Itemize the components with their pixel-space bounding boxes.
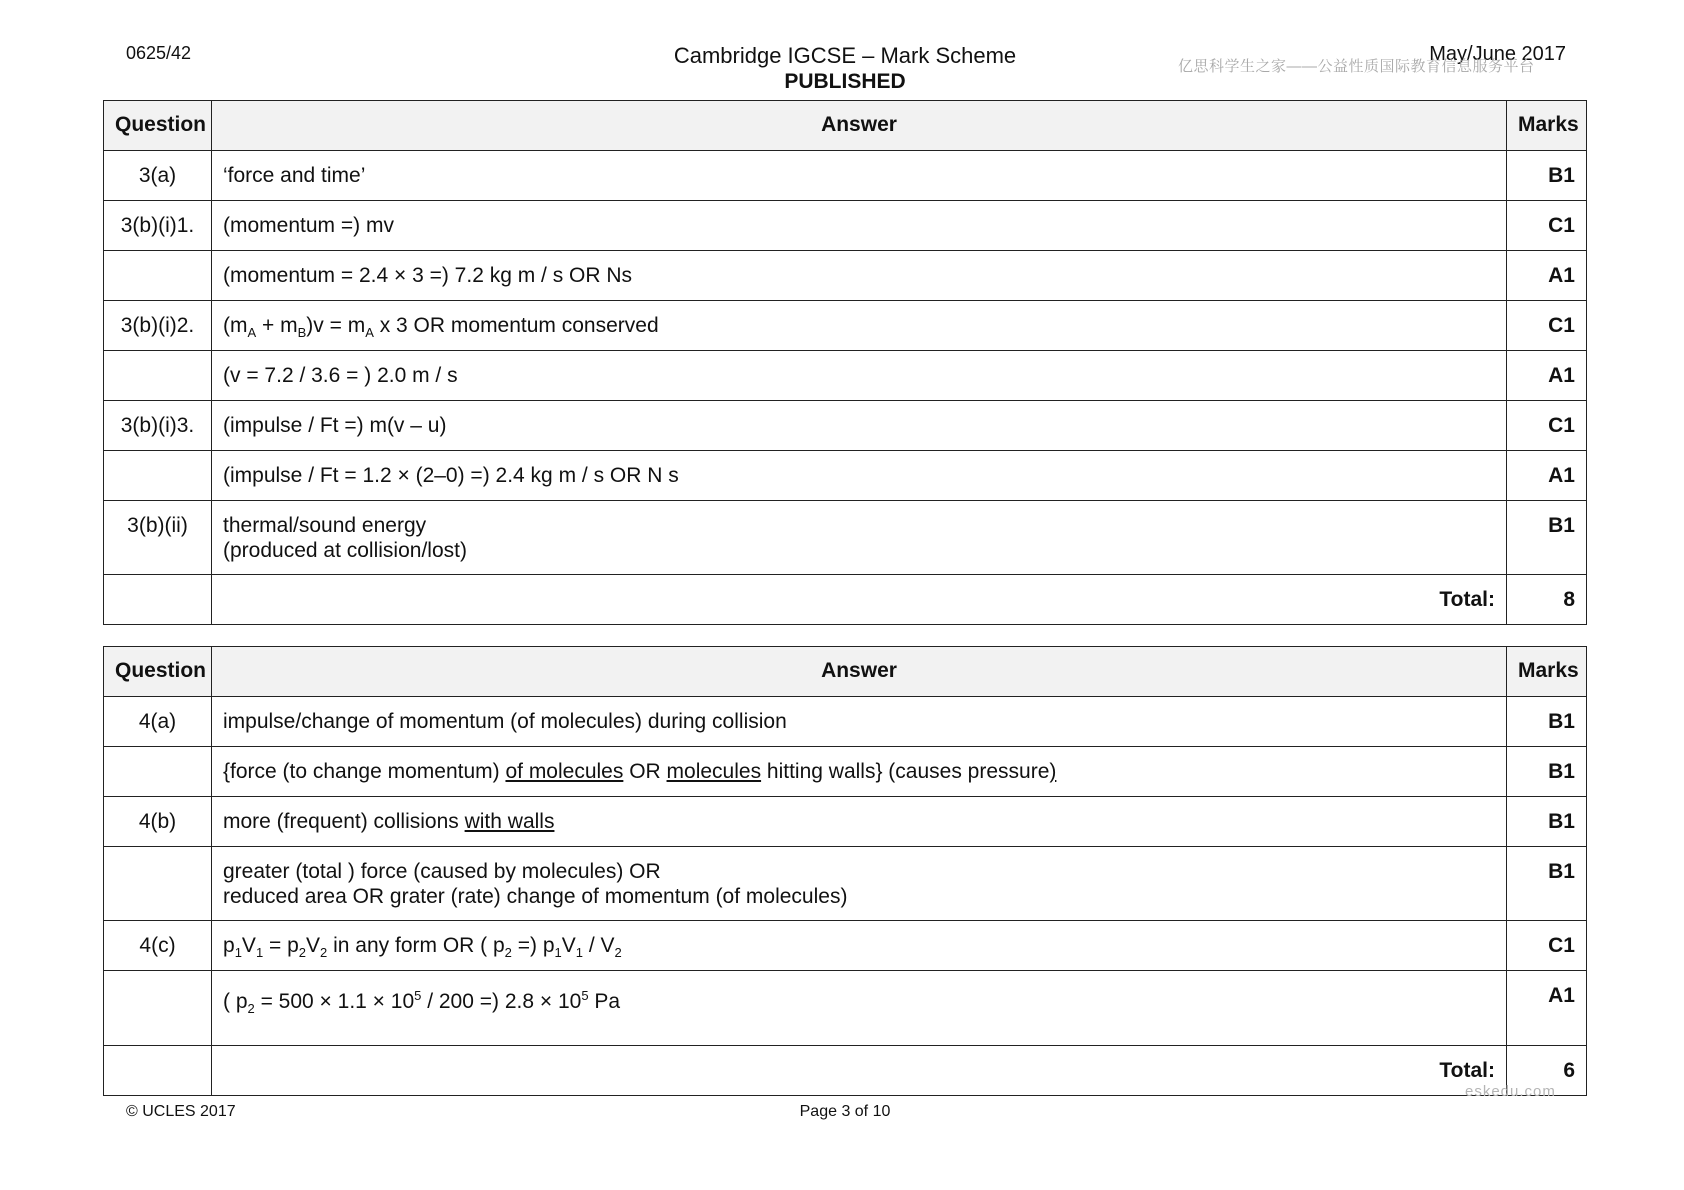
table-row [104,151,1587,201]
table-row [104,747,1587,797]
table-row [104,501,1587,575]
mark-cell: A1 [1507,351,1587,401]
answer-text: more (frequent) collisions [223,810,465,833]
header-marks: Marks [1507,647,1587,697]
mark-cell: B1 [1507,797,1587,847]
answer-cell: $(m_A + m_B)v = m_A$ x 3 OR momentum conserved [212,301,1507,351]
table-row [104,201,1587,251]
question-cell-empty [104,251,212,301]
table-row [104,921,1587,971]
mark-cell: A1 [1507,971,1587,1046]
question-cell-empty [104,847,212,921]
header-question: Question [104,101,212,151]
question-cell: 3(b)(i)2. [104,301,212,351]
mark-cell: B1 [1507,697,1587,747]
question-cell-empty [104,451,212,501]
header-question: Question [104,647,212,697]
watermark-bottom: eskedu.com [1465,1083,1556,1100]
table-row [104,301,1587,351]
mark-scheme-table-q4 [103,646,1587,1096]
answer-line: (produced at collision/lost) [223,539,467,562]
exam-code: 0625/42 [126,43,192,63]
answer-cell: ‘force and time’ [212,151,1507,201]
question-cell-empty [104,747,212,797]
status-label: PUBLISHED [784,70,906,93]
answer-cell: impulse/change of momentum (of molecules) during collision [212,697,1507,747]
mark-cell: C1 [1507,401,1587,451]
question-cell-empty [104,1046,212,1096]
question-cell-empty [104,351,212,401]
total-label: Total: [212,1046,1507,1096]
answer-line: greater (total ) force (caused by molecules) OR [223,860,661,883]
total-row [104,1046,1587,1096]
answer-cell [212,797,1507,847]
mark-cell: B1 [1507,847,1587,921]
answer-cell: {force (to change momentum) of molecules OR molecules hitting walls} (causes pressure) [212,747,1507,797]
exam-session: May/June 2017 [1429,43,1566,65]
answer-cell [212,501,1507,575]
answer-cell: $p_1V_1 = p_2V_2$ in any form OR ( $p_2$ =) $p_1V_1 / V_2$ [212,921,1507,971]
total-row [104,575,1587,625]
question-cell: 4(b) [104,797,212,847]
answer-cell: ( $p_2 = 500 \times 1.1 \times 10^5 / 200$ =) $2.8 \times 10^5$ Pa [212,971,1507,1046]
header-answer: Answer [212,101,1507,151]
table-row [104,401,1587,451]
question-cell-empty [104,971,212,1046]
page-number: Page 3 of 10 [799,1103,891,1120]
question-cell: 4(a) [104,697,212,747]
table-row [104,797,1587,847]
table-header-row [104,101,1587,151]
mark-cell: C1 [1507,301,1587,351]
question-cell: 3(b)(i)1. [104,201,212,251]
header-answer: Answer [212,647,1507,697]
table-header-row [104,647,1587,697]
watermark-top: 亿思科学生之家——公益性质国际教育信息服务平台 [1178,58,1535,75]
mark-cell: B1 [1507,747,1587,797]
header-marks: Marks [1507,101,1587,151]
total-label: Total: [212,575,1507,625]
answer-cell [212,847,1507,921]
mark-cell: B1 [1507,151,1587,201]
total-value: 8 [1507,575,1587,625]
total-value: 6 [1507,1046,1587,1096]
answer-underlined-text: with walls [464,810,555,833]
question-cell: 3(a) [104,151,212,201]
mark-cell: A1 [1507,251,1587,301]
copyright: © UCLES 2017 [126,1103,236,1120]
table-row [104,971,1587,1046]
mark-cell: B1 [1507,501,1587,575]
answer-cell: (v = 7.2 / 3.6 = ) 2.0 m / s [212,351,1507,401]
question-cell: 3(b)(ii) [104,501,212,575]
table-row [104,847,1587,921]
table-row [104,351,1587,401]
mark-scheme-table-q3 [103,100,1587,625]
table-row [104,697,1587,747]
answer-line: reduced area OR grater (rate) change of momentum (of molecules) [223,885,848,908]
answer-cell: (momentum =) mv [212,201,1507,251]
title-text: Cambridge IGCSE – Mark Scheme [673,43,1017,68]
answer-cell: (impulse / Ft =) m(v – u) [212,401,1507,451]
table-row [104,451,1587,501]
mark-cell: C1 [1507,921,1587,971]
answer-cell: (momentum = 2.4 × 3 =) 7.2 kg m / s OR Ns [212,251,1507,301]
answer-line: thermal/sound energy [223,514,427,537]
mark-cell: C1 [1507,201,1587,251]
mark-cell: A1 [1507,451,1587,501]
answer-cell: (impulse / Ft = 1.2 × (2–0) =) 2.4 kg m / s OR N s [212,451,1507,501]
table-row [104,251,1587,301]
question-cell: 3(b)(i)3. [104,401,212,451]
question-cell: 4(c) [104,921,212,971]
question-cell-empty [104,575,212,625]
